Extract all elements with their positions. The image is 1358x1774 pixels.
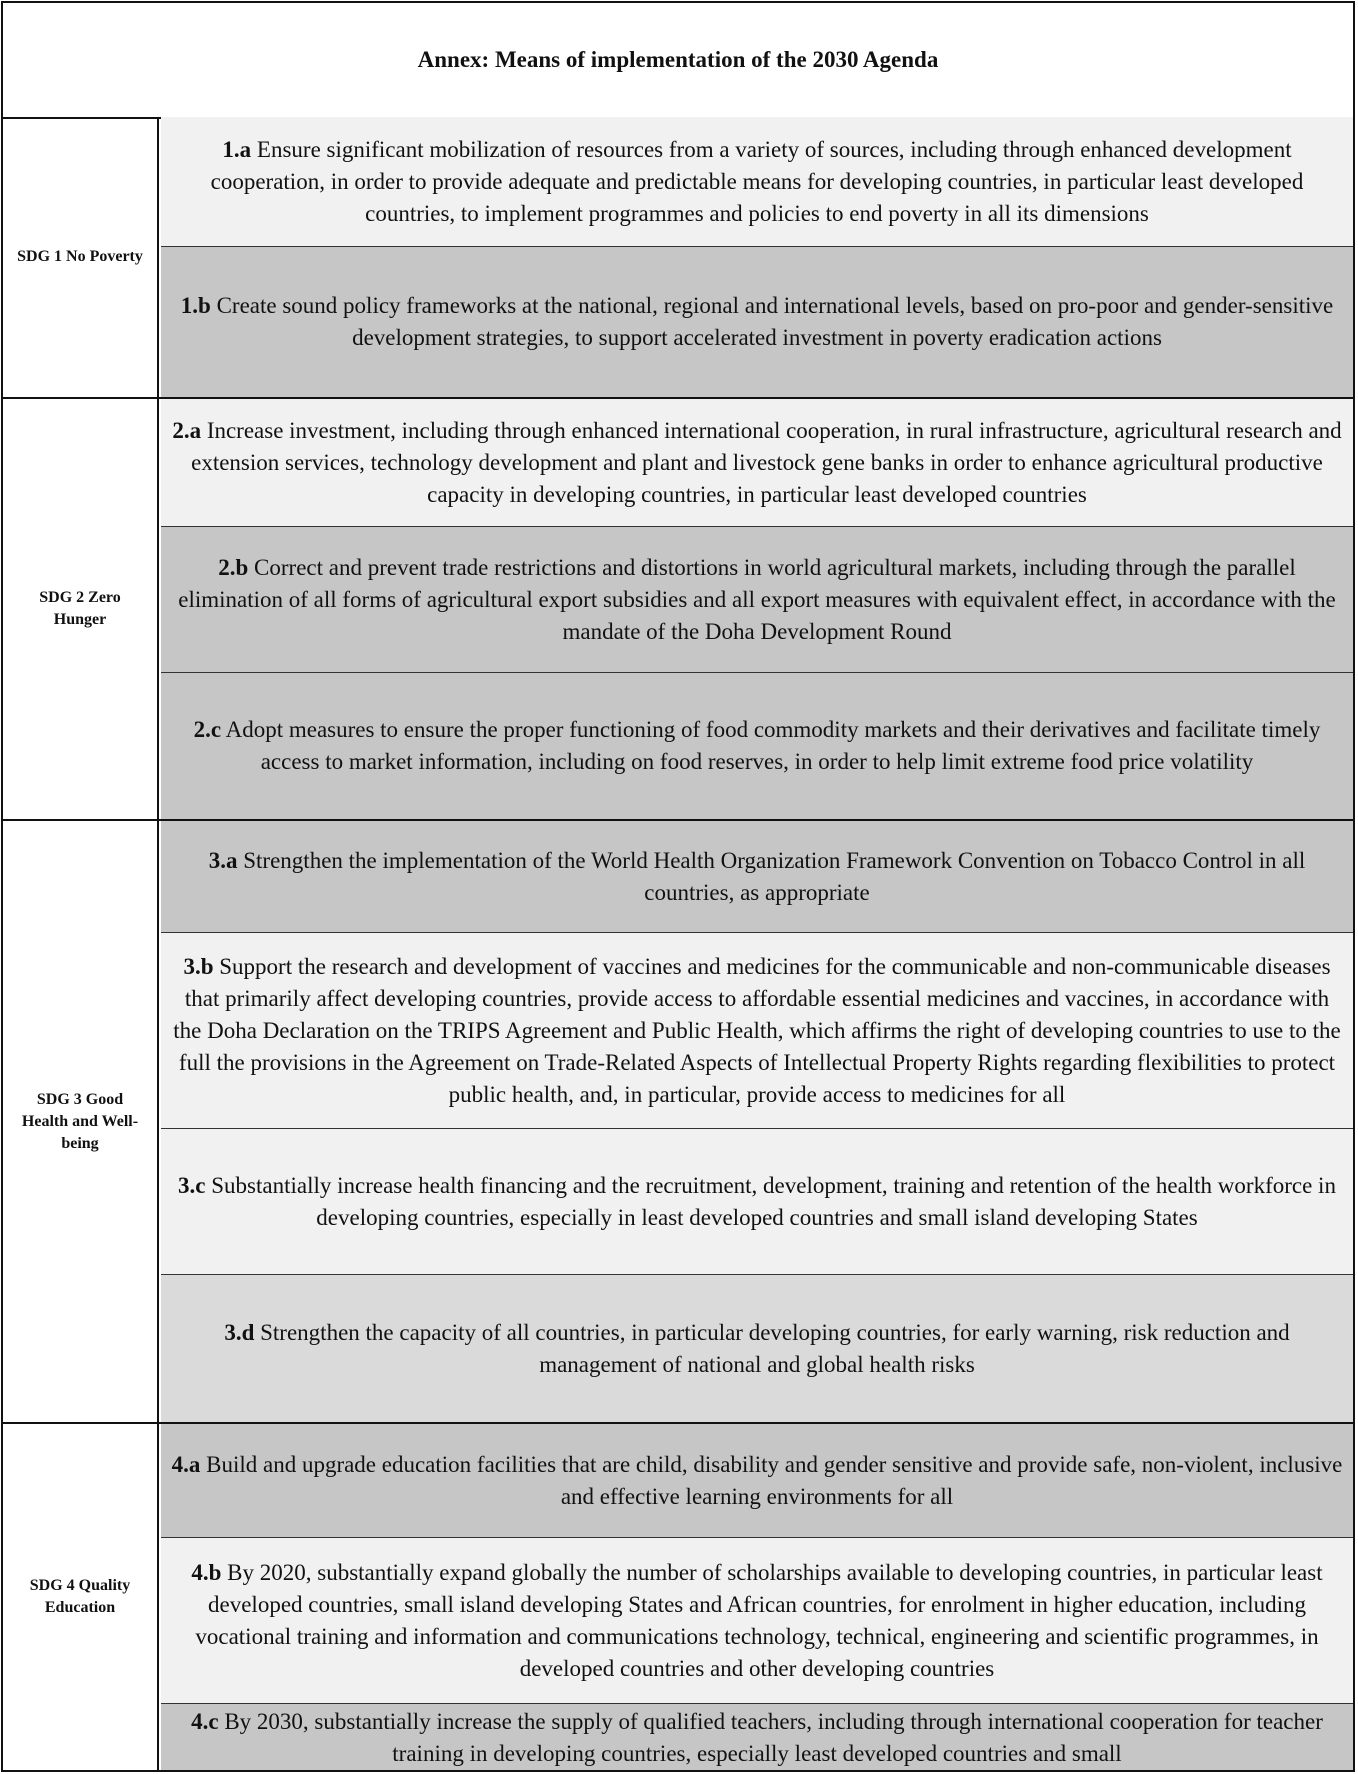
target-3a: 3.a Strengthen the implementation of the World Health Organization Framework Convention on Tobacco Control in all countries, as appropriate bbox=[161, 821, 1353, 933]
sdg-label: SDG 3 Good Health and Well-being bbox=[3, 821, 159, 1422]
sdg-group-1 bbox=[3, 117, 1353, 399]
target-1b: 1.b Create sound policy frameworks at the national, regional and international levels, based on pro-poor and gender-sensitive development strategies, to support accelerated investment in poverty eradication actions bbox=[161, 247, 1353, 397]
target-4c: 4.c By 2030, substantially increase the supply of qualified teachers, including through international cooperation for teacher training in developing countries, especially least developed countries and small bbox=[161, 1704, 1353, 1770]
target-3b: 3.b Support the research and development of vaccines and medicines for the communicable and non-communicable diseases that primarily affect developing countries, provide access to affordable essential medicines and vaccines, in accordance with the Doha Declaration on the TRIPS Agreement and Public Health, which affirms the right of developing countries to use to the full the provisions in the Agreement on Trade-Related Aspects of Intellectual Property Rights regarding flexibilities to protect public health, and, in particular, provide access to medicines for all bbox=[161, 933, 1353, 1129]
annex-table bbox=[1, 1, 1355, 1772]
target-4a: 4.a Build and upgrade education facilities that are child, disability and gender sensitive and provide safe, non-violent, inclusive and effective learning environments for all bbox=[161, 1424, 1353, 1538]
target-2a: 2.a Increase investment, including through enhanced international cooperation, in rural infrastructure, agricultural research and extension services, technology development and plant and livestock gene banks in order to enhance agricultural productive capacity in developing countries, in particular least developed countries bbox=[161, 399, 1353, 527]
sdg-label: SDG 2 Zero Hunger bbox=[3, 399, 159, 819]
sdg-group-4 bbox=[3, 1424, 1353, 1770]
target-3c: 3.c Substantially increase health financing and the recruitment, development, training and retention of the health workforce in developing countries, especially in least developed countries and small island developing States bbox=[161, 1129, 1353, 1275]
target-1a: 1.a Ensure significant mobilization of resources from a variety of sources, including through enhanced development cooperation, in order to provide adequate and predictable means for developing countries, in particular least developed countries, to implement programmes and policies to end poverty in all its dimensions bbox=[161, 117, 1353, 247]
target-2c: 2.c Adopt measures to ensure the proper functioning of food commodity markets and their derivatives and facilitate timely access to market information, including on food reserves, in order to help limit extreme food price volatility bbox=[161, 673, 1353, 819]
sdg-label: SDG 4 Quality Education bbox=[3, 1424, 159, 1770]
sdg-label: SDG 1 No Poverty bbox=[3, 117, 159, 397]
sdg-group-3 bbox=[3, 821, 1353, 1424]
target-4b: 4.b By 2020, substantially expand globally the number of scholarships available to developing countries, in particular least developed countries, small island developing States and African countries, for enrolment in higher education, including vocational training and information and communications technology, technical, engineering and scientific programmes, in developed countries and other developing countries bbox=[161, 1538, 1353, 1704]
target-2b: 2.b Correct and prevent trade restrictions and distortions in world agricultural markets, including through the parallel elimination of all forms of agricultural export subsidies and all export measures with equivalent effect, in accordance with the mandate of the Doha Development Round bbox=[161, 527, 1353, 673]
target-3d: 3.d Strengthen the capacity of all countries, in particular developing countries, for early warning, risk reduction and management of national and global health risks bbox=[161, 1275, 1353, 1422]
table-title: Annex: Means of implementation of the 2030 Agenda bbox=[3, 3, 1353, 119]
sdg-group-2 bbox=[3, 399, 1353, 821]
